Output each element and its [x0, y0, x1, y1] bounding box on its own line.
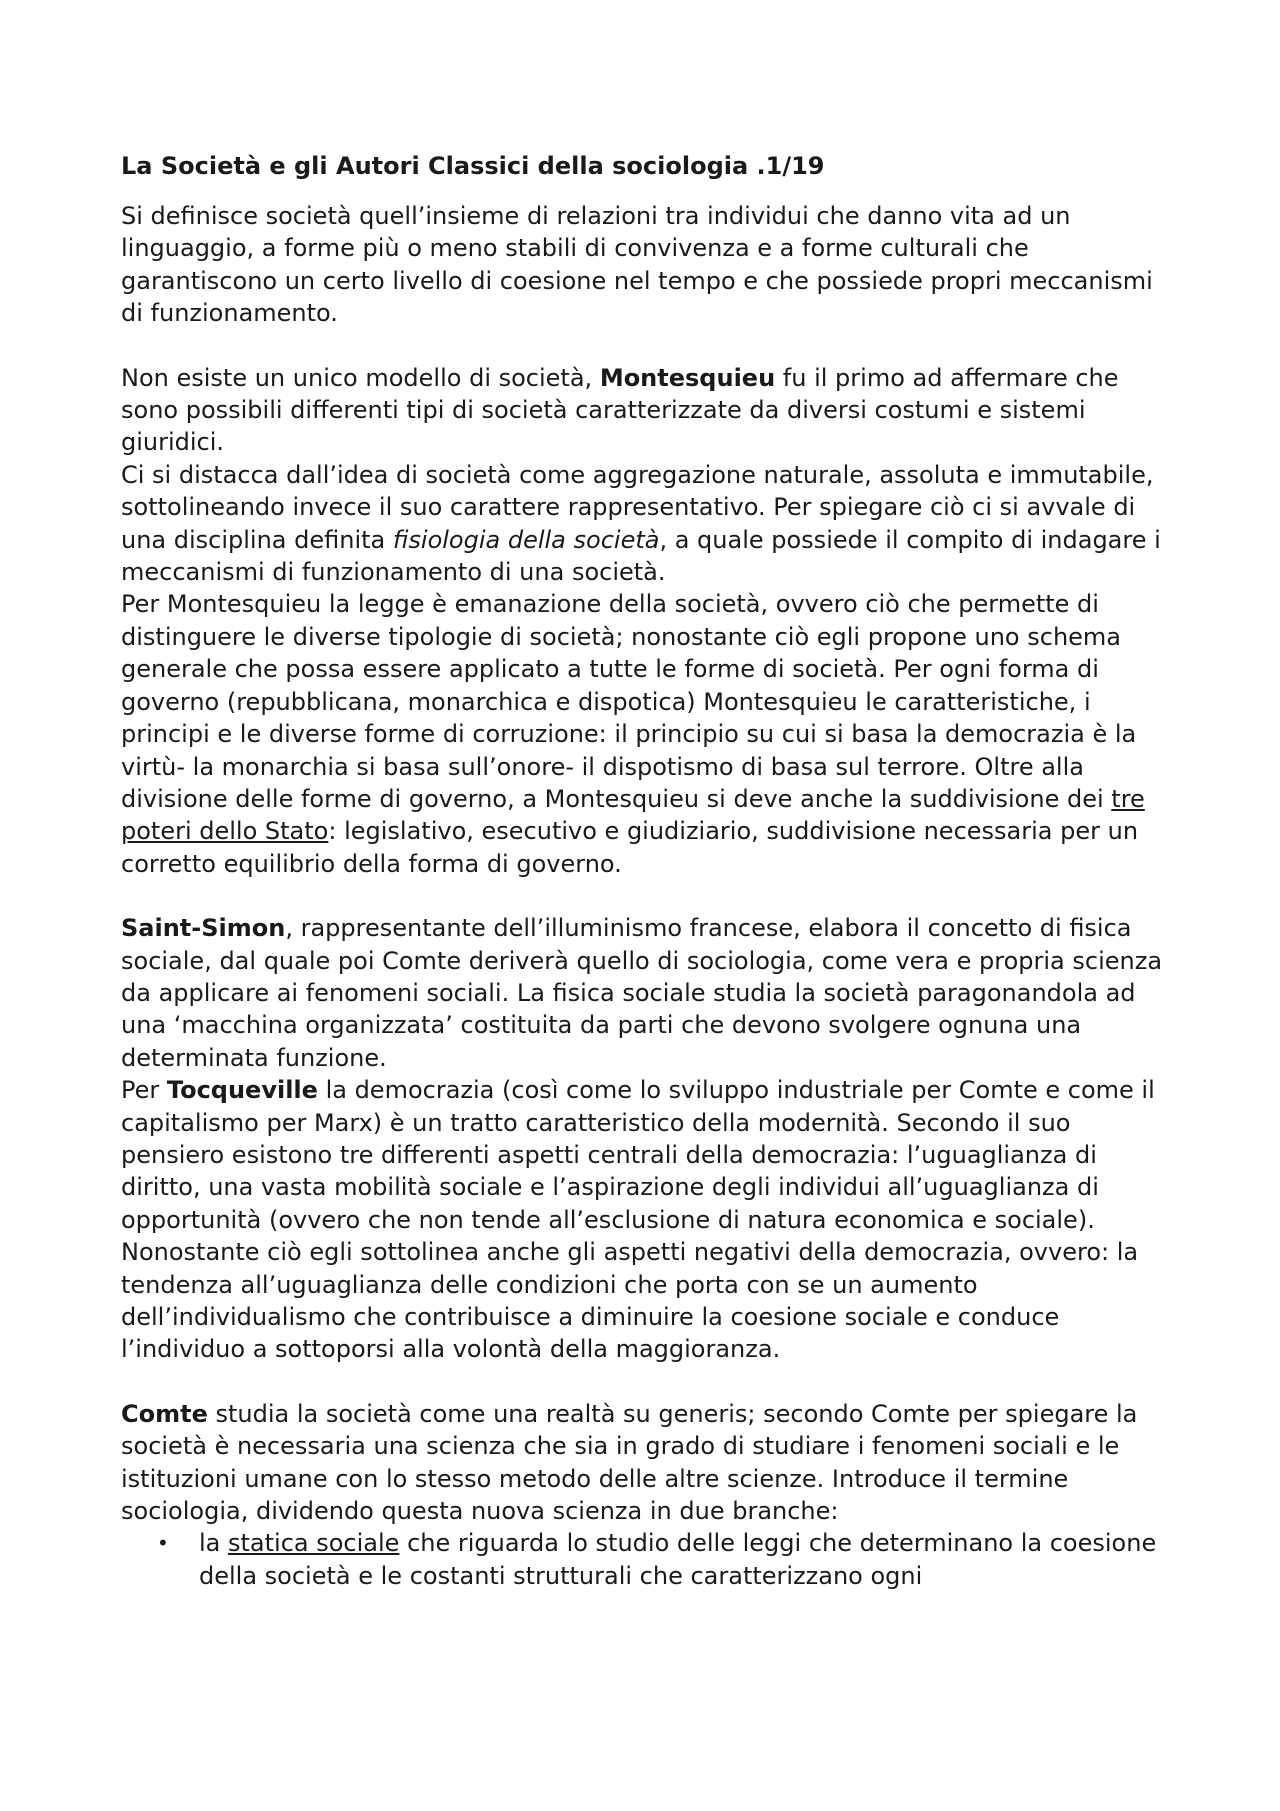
text-span: la democrazia (così come lo sviluppo industriale per Comte e come il capitalismo per Marx) è un tratto caratteristico della modernità. Secondo il suo pensiero esistono tre differenti aspetti centrali della democrazia: l’uguaglianza di diritto, una vasta mobilità sociale e l’aspirazione degli individui all’uguaglianza di opportunità (ovvero che non tende all’esclusione di natura economica e sociale). Nonostante ciò egli sottolinea anche gli aspetti negativi della democrazia, ovvero: la tendenza all’uguaglianza delle condizioni che porta con se un aumento dell’individualismo che contribuisce a diminuire la coesione sociale e conduce l’individuo a sottoporsi alla volontà della maggioranza.	[121, 1076, 1155, 1364]
paragraph-montesquieu-law	[121, 588, 1171, 880]
bullet-icon: •	[157, 1531, 169, 1556]
text-span: studia la società come una realtà su generis; secondo Comte per spiegare la società è necessaria una scienza che sia in grado di studiare i fenomeni sociali e le istituzioni umane con lo stesso metodo delle altre scienze. Introduce il termine sociologia, dividendo questa nuova scienza in due branche:	[121, 1399, 1138, 1526]
document-title: La Società e gli Autori Classici della sociologia .1/19	[121, 152, 825, 180]
paragraph-saint-simon	[121, 912, 1171, 1074]
text-span: , rappresentante dell’illuminismo francese, elabora il concetto di fisica sociale, dal quale poi Comte deriverà quello di sociologia, come vera e propria scienza da applicare ai fenomeni sociali. La fisica sociale studia la società paragonandola ad una ‘macchina organizzata’ costituita da parti che devono svolgere ognuna una determinata funzione.	[121, 914, 1163, 1072]
text-span: Ci si distacca dall’idea di società come aggregazione naturale, assoluta e immutabile, sottolineando invece il suo carattere rappresentativo. Per spiegare ciò ci si avvale di una disciplina definita	[121, 460, 1154, 554]
paragraph-gap	[121, 330, 1171, 362]
underlined-term: statica sociale	[228, 1529, 400, 1558]
text-span: la	[199, 1529, 229, 1558]
bold-name-comte: Comte	[121, 1399, 208, 1428]
paragraph-tocqueville	[121, 1074, 1171, 1366]
text-span: che riguarda lo studio delle leggi che determinano la coesione della società e le costanti strutturali che caratterizzano ogni	[199, 1529, 1157, 1590]
text-span: Per	[121, 1076, 167, 1105]
bold-name-tocqueville: Tocqueville	[166, 1076, 318, 1105]
paragraph-gap	[121, 880, 1171, 912]
text-span: , a quale possiede il compito di indagare i meccanismi di funzionamento di una società.	[121, 525, 1161, 587]
bold-name-montesquieu: Montesquieu	[599, 363, 776, 392]
underlined-term: tre poteri dello Stato	[121, 784, 1145, 846]
italic-term: fisiologia della società	[392, 525, 660, 554]
bullet-list	[121, 1527, 1171, 1592]
text-span: Per Montesquieu la legge è emanazione della società, ovvero ciò che permette di distinguere le diverse tipologie di società; nonostante ciò egli propone uno schema generale che possa essere applicato a tutte le forme di società. Per ogni forma di governo (repubblicana, monarchica e dispotica) Montesquieu le caratteristiche, i principi e le diverse forme di corruzione: il principio su cui si basa la democrazia è la virtù- la monarchia si basa sull’onore- il dispotismo di basa sul terrore. Oltre alla divisione delle forme di governo, a Montesquieu si deve anche la suddivisione dei	[121, 590, 1137, 813]
paragraph-comte	[121, 1398, 1171, 1528]
paragraph-definition: Si definisce società quell’insieme di relazioni tra individui che danno vita ad un linguaggio, a forme più o meno stabili di convivenza e a forme culturali che garantiscono un certo livello di coesione nel tempo e che possiede propri meccanismi di funzionamento.	[121, 202, 1153, 328]
text-span: fu il primo ad affermare che sono possibili differenti tipi di società caratterizzate da diversi costumi e sistemi giuridici.	[121, 363, 1119, 457]
list-item	[121, 1527, 1171, 1592]
text-span: Non esiste un unico modello di società,	[121, 363, 600, 392]
text-span: : legislativo, esecutivo e giudiziario, suddivisione necessaria per un corretto equilibrio della forma di governo.	[121, 817, 1139, 878]
paragraph-montesquieu-intro	[121, 362, 1171, 459]
paragraph-gap	[121, 1366, 1171, 1398]
bold-name-saint-simon: Saint-Simon	[121, 914, 286, 943]
document-page	[121, 150, 1171, 1592]
paragraph-physiology	[121, 459, 1171, 589]
